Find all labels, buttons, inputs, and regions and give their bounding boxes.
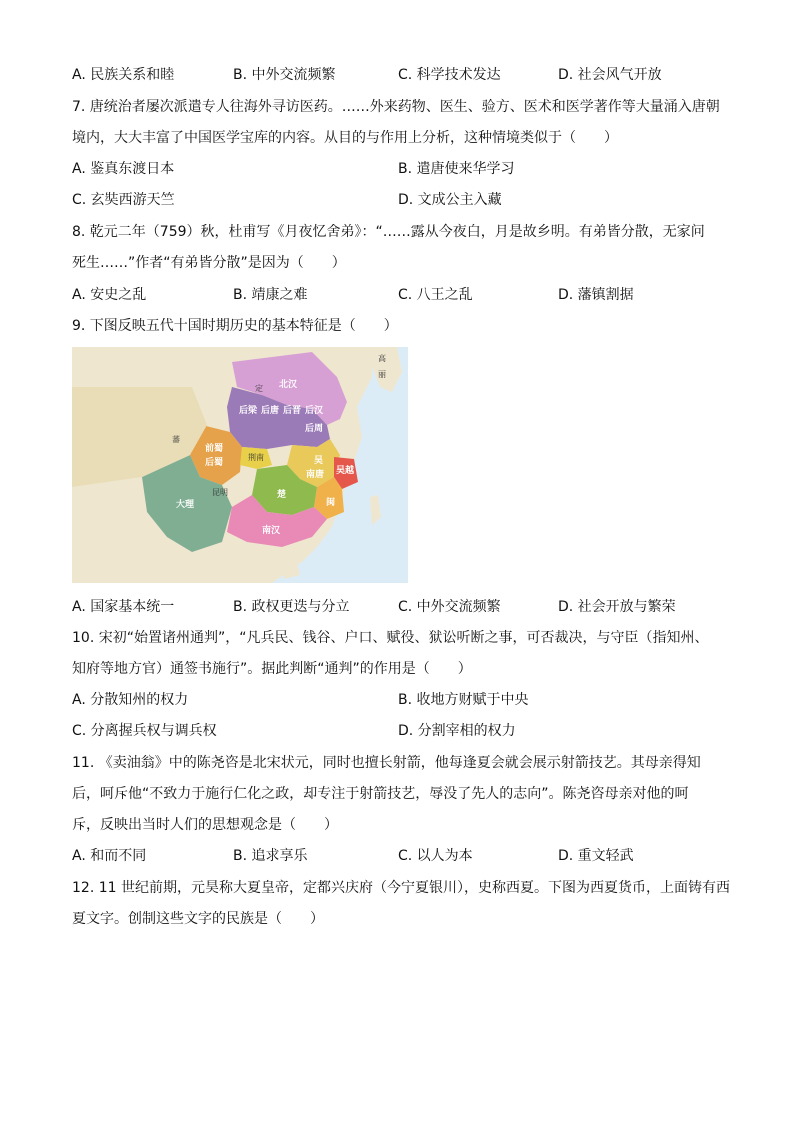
map-label-nanhan: 南汉 [262,526,281,536]
q8-option-a: A. 安史之乱 [72,287,147,303]
q9-stem: 9. 下图反映五代十国时期历史的基本特征是（ ） [72,318,398,334]
map-label-later-zhou: 后周 [305,424,324,434]
q11-stem-line2: 后，呵斥他“不致力于施行仁化之政，却专注于射箭技艺，辱没了先人的志向”。陈尧咨母亲对他的呵 [72,786,689,802]
q11-option-d: D. 重文轻武 [558,848,634,864]
q6-option-d: D. 社会风气开放 [558,67,662,83]
map-label-jingnan: 荆南 [248,453,264,462]
q8-stem-line2: 死生……”作者“有弟皆分散”是因为（ ） [72,255,346,271]
q11-stem-line1: 11. 《卖油翁》中的陈尧咨是北宋状元，同时也擅长射箭，他每逢夏会就会展示射箭技艺。其母亲得知 [72,755,701,771]
map-label-wu: 吴 [314,456,324,466]
q10-option-d: D. 分割宰相的权力 [398,723,516,739]
q9-option-b: B. 政权更迭与分立 [233,599,350,615]
q7-stem-line1: 7. 唐统治者屡次派遣专人往海外寻访医药。……外来药物、医生、验方、医术和医学著作等大量涌入唐朝 [72,99,720,115]
q7-option-b: B. 遣唐使来华学习 [398,161,515,177]
q6-option-a: A. 民族关系和睦 [72,67,175,83]
map-label-later-han: 后汉 [305,406,324,416]
map-label-min: 闽 [326,498,336,508]
q7-option-d: D. 文成公主入藏 [398,192,502,208]
map-label-former-shu: 前蜀 [205,444,224,454]
q7-option-a: A. 鉴真东渡日本 [72,161,175,177]
map-label-wuyue: 吴越 [336,466,355,476]
map-label-dali: 大理 [176,500,195,510]
map-label-later-tang: 后唐 [261,406,280,416]
map-label-later-jin: 后晋 [283,406,302,416]
q8-stem-line1: 8. 乾元二年（759）秋，杜甫写《月夜忆舍弟》：“……露从今夜白，月是故乡明。有弟皆分散，无家问 [72,224,705,240]
q10-option-a: A. 分散知州的权力 [72,692,189,708]
five-dynasties-map [72,347,408,583]
map-svg [72,347,408,583]
q10-stem-line2: 知府等地方官）通签书施行”。据此判断“通判”的作用是（ ） [72,661,472,677]
q7-option-c: C. 玄奘西游天竺 [72,192,175,208]
map-label-ding: 定 [255,384,263,393]
q6-option-c: C. 科学技术发达 [398,67,501,83]
map-label-li: 丽 [378,370,386,379]
q11-option-c: C. 以人为本 [398,848,473,864]
q6-option-b: B. 中外交流频繁 [233,67,336,83]
map-label-fan: 蕃 [172,435,180,444]
map-label-north-han: 北汉 [279,380,298,390]
map-label-chu: 楚 [277,490,287,500]
q8-option-d: D. 藩镇割据 [558,287,634,303]
map-label-gao: 高 [378,354,386,363]
map-label-later-shu: 后蜀 [205,458,224,468]
q10-stem-line1: 10. 宋初“始置诸州通判”，“凡兵民、钱谷、户口、赋役、狱讼听断之事，可否裁决，与守臣（指知州、 [72,630,709,646]
q7-stem-line2: 境内，大大丰富了中国医学宝库的内容。从目的与作用上分析，这种情境类似于（ ） [72,130,618,146]
map-label-south-tang: 南唐 [306,470,325,480]
q9-option-c: C. 中外交流频繁 [398,599,501,615]
map-label-kunming: 昆明 [212,488,228,497]
q10-option-b: B. 收地方财赋于中央 [398,692,529,708]
q10-option-c: C. 分离握兵权与调兵权 [72,723,217,739]
q9-option-d: D. 社会开放与繁荣 [558,599,676,615]
q12-stem-line1: 12. 11 世纪前期，元昊称大夏皇帝，定都兴庆府（今宁夏银川），史称西夏。下图为西夏货币，上面铸有西 [72,880,730,896]
q11-option-a: A. 和而不同 [72,848,147,864]
q9-option-a: A. 国家基本统一 [72,599,175,615]
q8-option-c: C. 八王之乱 [398,287,473,303]
q11-option-b: B. 追求享乐 [233,848,308,864]
q12-stem-line2: 夏文字。创制这些文字的民族是（ ） [72,911,324,927]
map-label-later-liang: 后梁 [239,406,258,416]
q11-stem-line3: 斥，反映出当时人们的思想观念是（ ） [72,817,338,833]
q8-option-b: B. 靖康之难 [233,287,308,303]
